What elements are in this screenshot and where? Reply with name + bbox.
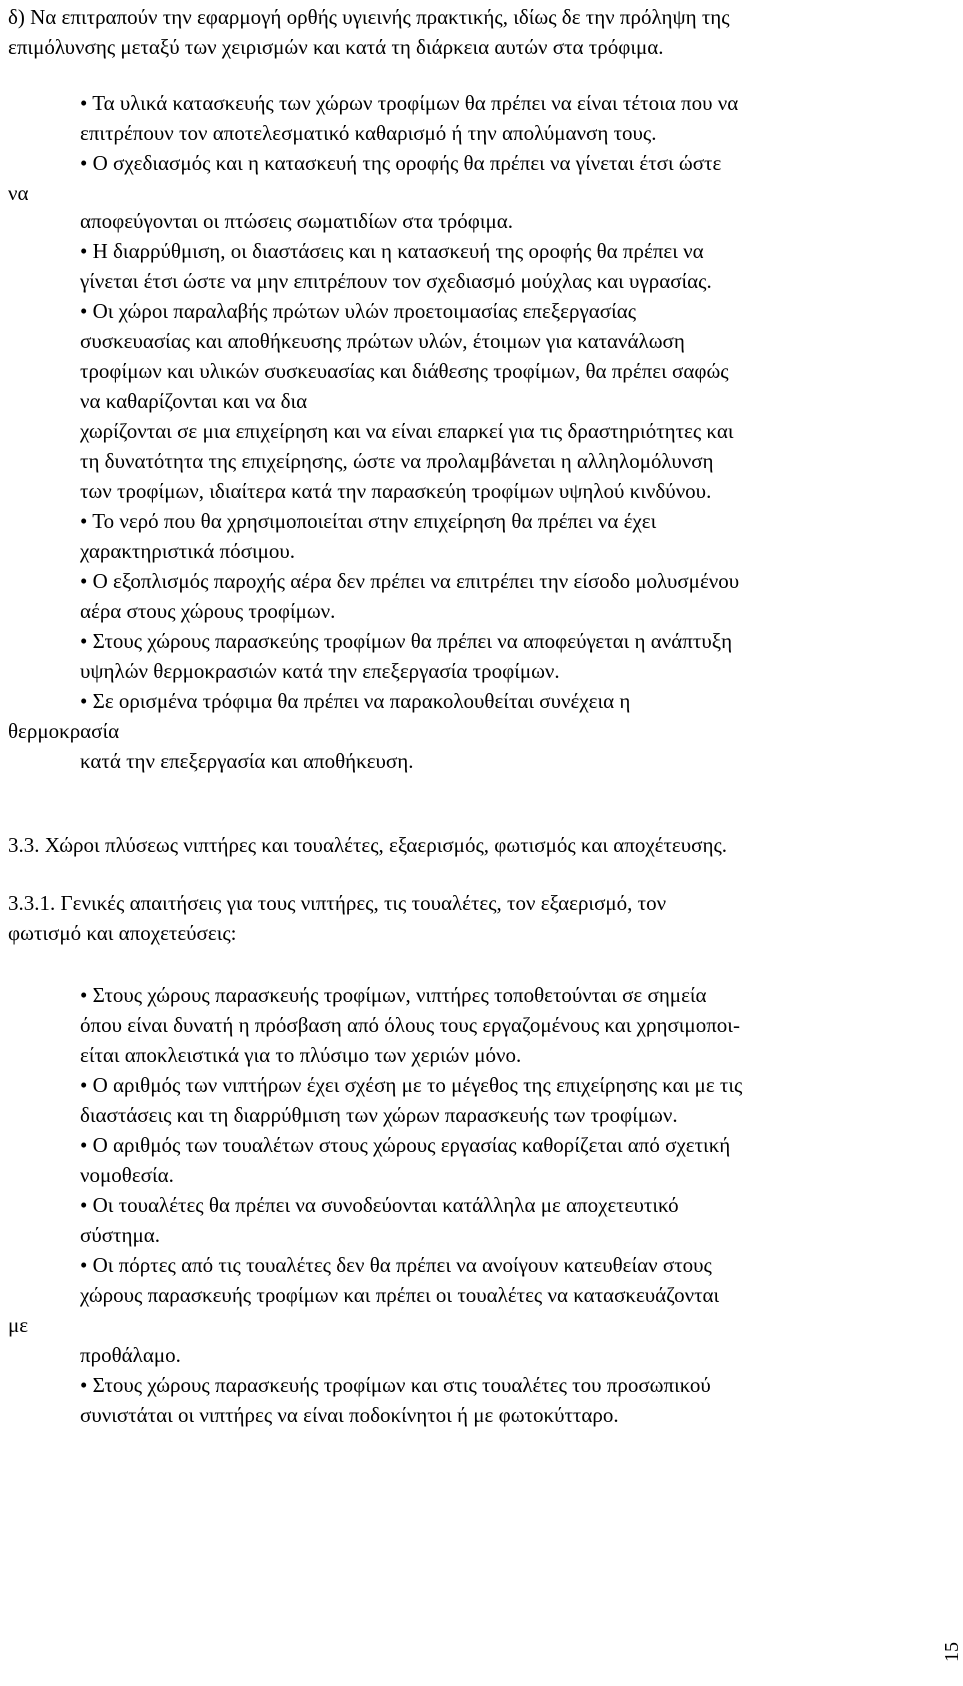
subsection-heading-3-3-1: 3.3.1. Γενικές απαιτήσεις για τους νιπτήρες, τις τουαλέτες, τον εξαερισμό, τον [8, 891, 667, 915]
bullet-item: • Σε ορισμένα τρόφιμα θα πρέπει να παρακολουθείται συνέχεια η [80, 689, 631, 713]
bullet-item: • Ο σχεδιασμός και η κατασκευή της οροφής θα πρέπει να γίνεται έτσι ώστε [80, 151, 722, 175]
bullet-item: • Ο αριθμός των τουαλέτων στους χώρους εργασίας καθορίζεται από σχετική [80, 1133, 731, 1157]
bullet-item: • Το νερό που θα χρησιμοποιείται στην επιχείρηση θα πρέπει να έχει [80, 509, 657, 533]
bullet-item: • Ο εξοπλισμός παροχής αέρα δεν πρέπει να επιτρέπει την είσοδο μολυσμένου [80, 569, 740, 593]
text-line: κατά την επεξεργασία και αποθήκευση. [80, 749, 414, 773]
text-line: να [8, 181, 29, 205]
text-line: όπου είναι δυνατή η πρόσβαση από όλους τους εργαζομένους και χρησιμοποι- [80, 1013, 740, 1037]
text-line: προθάλαμο. [80, 1343, 181, 1367]
text-line: με [8, 1313, 29, 1337]
subsection-heading-continued: φωτισμό και αποχετεύσεις: [8, 921, 237, 945]
bullet-item: • Στους χώρους παρασκεύης τροφίμων θα πρέπει να αποφεύγεται η ανάπτυξη [80, 629, 733, 653]
text-line: τη δυνατότητα της επιχείρησης, ώστε να προλαμβάνεται η αλληλομόλυνση [80, 449, 714, 473]
text-line: αποφεύγονται οι πτώσεις σωματιδίων στα τρόφιμα. [80, 209, 513, 233]
bullet-item: • Οι χώροι παραλαβής πρώτων υλών προετοιμασίας επεξεργασίας [80, 299, 637, 323]
text-line: συσκευασίας και αποθήκευσης πρώτων υλών, έτοιμων για κατανάλωση [80, 329, 685, 353]
text-line: σύστημα. [80, 1223, 160, 1247]
bullet-item: • Ο αριθμός των νιπτήρων έχει σχέση με το μέγεθος της επιχείρησης και με τις [80, 1073, 743, 1097]
text-line: χωρίζονται σε μια επιχείρηση και να είναι επαρκεί για τις δραστηριότητες και [80, 419, 734, 443]
text-line: χαρακτηριστικά πόσιμου. [80, 539, 296, 563]
text-line: συνιστάται οι νιπτήρες να είναι ποδοκίνητοι ή με φωτοκύτταρο. [80, 1403, 619, 1427]
text-line: επιμόλυνσης μεταξύ των χειρισμών και κατά τη διάρκεια αυτών στα τρόφιμα. [8, 35, 664, 59]
section-heading-3-3: 3.3. Χώροι πλύσεως νιπτήρες και τουαλέτες, εξαερισμός, φωτισμός και αποχέτευσης. [8, 833, 728, 857]
text-line: διαστάσεις και τη διαρρύθμιση των χώρων παρασκευής των τροφίμων. [80, 1103, 678, 1127]
text-line: νομοθεσία. [80, 1163, 174, 1187]
bullet-item: • Η διαρρύθμιση, οι διαστάσεις και η κατασκευή της οροφής θα πρέπει να [80, 239, 704, 263]
bullet-item: • Οι πόρτες από τις τουαλέτες δεν θα πρέπει να ανοίγουν κατευθείαν στους [80, 1253, 712, 1277]
text-line: υψηλών θερμοκρασιών κατά την επεξεργασία τροφίμων. [80, 659, 560, 683]
text-line: χώρους παρασκευής τροφίμων και πρέπει οι τουαλέτες να κατασκευάζονται [80, 1283, 720, 1307]
text-line: είται αποκλειστικά για το πλύσιμο των χεριών μόνο. [80, 1043, 522, 1067]
text-line: των τροφίμων, ιδιαίτερα κατά την παρασκεύη τροφίμων υψηλού κινδύνου. [80, 479, 712, 503]
text-line: δ) Να επιτραπούν την εφαρμογή ορθής υγιεινής πρακτικής, ιδίως δε την πρόληψη της [8, 5, 730, 29]
bullet-item: • Οι τουαλέτες θα πρέπει να συνοδεύονται κατάλληλα με αποχετευτικό [80, 1193, 679, 1217]
text-line: τροφίμων και υλικών συσκευασίας και διάθεσης τροφίμων, θα πρέπει σαφώς [80, 359, 729, 383]
text-line: γίνεται έτσι ώστε να μην επιτρέπουν τον σχεδιασμό μούχλας και υγρασίας. [80, 269, 712, 293]
bullet-item: • Στους χώρους παρασκευής τροφίμων, νιπτήρες τοποθετούνται σε σημεία [80, 983, 707, 1007]
text-line: να καθαρίζονται και να δια [80, 389, 308, 413]
bullet-item: • Τα υλικά κατασκευής των χώρων τροφίμων θα πρέπει να είναι τέτοια που να [80, 91, 739, 115]
text-line: αέρα στους χώρους τροφίμων. [80, 599, 336, 623]
page-number: 15 [941, 1642, 963, 1662]
text-line: επιτρέπουν τον αποτελεσματικό καθαρισμό ή την απολύμανση τους. [80, 121, 657, 145]
text-line: θερμοκρασία [8, 719, 120, 743]
bullet-item: • Στους χώρους παρασκευής τροφίμων και στις τουαλέτες του προσωπικού [80, 1373, 711, 1397]
